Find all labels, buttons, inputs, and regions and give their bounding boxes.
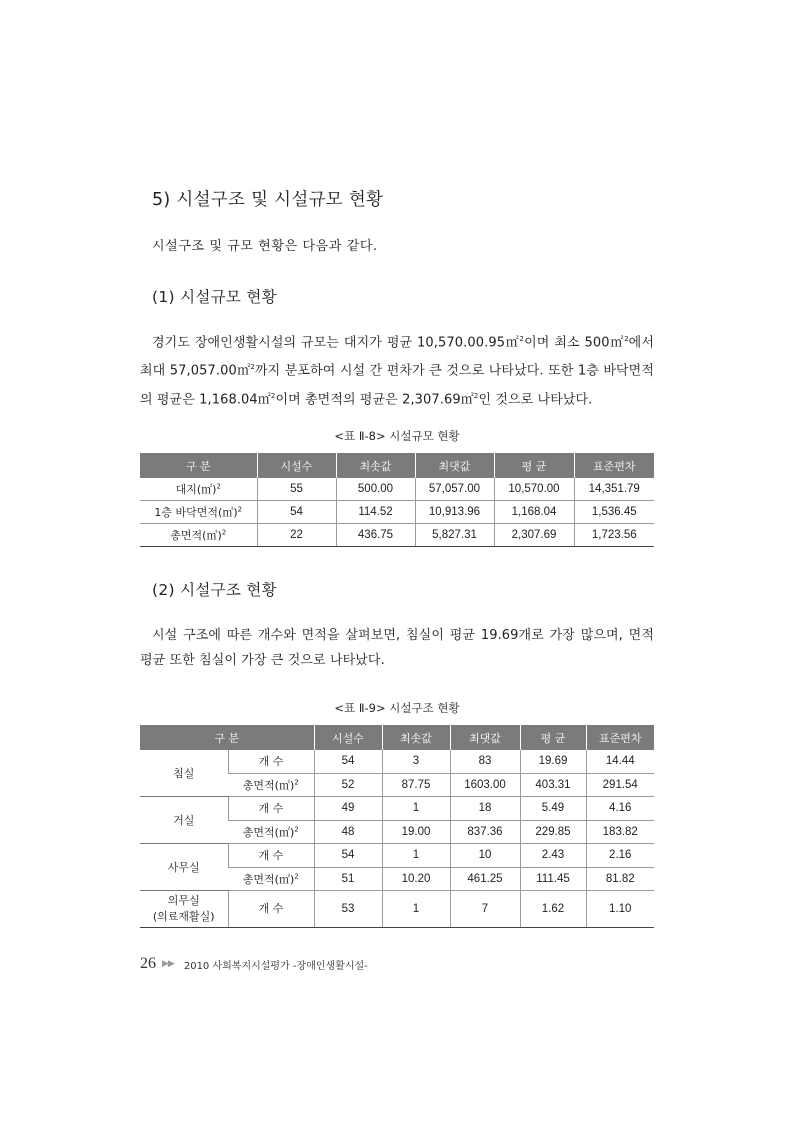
cell: 5,827.31 [415,524,494,547]
superscript: 2 [221,528,227,537]
superscript: 2 [294,825,299,834]
cell: 500.00 [336,478,415,501]
column-header: 최댓값 [450,725,520,750]
cell: 19.69 [520,750,586,773]
table-row [140,750,654,773]
cell: 3 [382,750,450,773]
row-label-text: 총면적(㎡) [170,529,222,542]
para-text: 이며 최소 500㎡ [524,335,625,351]
para-text: 인 것으로 나타났다. [478,391,593,407]
table-row [140,891,654,928]
row-label-text: 총면적(㎡) [242,778,295,792]
cell: 461.25 [450,867,520,891]
cell: 5.49 [520,797,586,821]
row-label [140,478,257,501]
cell: 53 [314,891,382,928]
table2-caption: <표 Ⅱ-9> 시설구조 현황 [334,701,460,715]
row-label: 개 수 [228,750,314,773]
cell: 7 [450,891,520,928]
superscript: 2 [624,335,629,343]
group-label: 사무실 [140,844,228,891]
page-footer [140,955,368,973]
row-label-text: 대지(㎡) [175,483,217,496]
cell: 10,570.00 [494,478,574,501]
superscript: 2 [473,391,479,400]
row-label [228,867,314,891]
column-header: 시설수 [257,453,336,478]
cell: 114.52 [336,501,415,524]
cell: 837.36 [450,820,520,844]
section-heading: 5) 시설구조 및 시설규모 현황 [152,190,384,210]
column-header: 최솟값 [336,453,415,478]
group-label-line2: (의료재활실) [152,910,215,923]
cell: 48 [314,820,382,844]
column-header: 평 균 [520,725,586,750]
cell: 2.43 [520,844,586,868]
para-text: 까지 분포하여 시설 간 편차가 큰 것으로 나타났다. 또한 1층 바닥면적의 평균은 1,168.04㎡ [140,363,654,407]
cell: 54 [314,750,382,773]
facility-structure-table [140,725,654,928]
cell: 55 [257,478,336,501]
group-label: 침실 [140,750,228,797]
intro-text: 시설구조 및 규모 현황은 다음과 같다. [152,239,378,254]
superscript: 2 [216,482,221,491]
cell: 10,913.96 [415,501,494,524]
group-label-line1: 의무실 [167,894,200,907]
facility-scale-table [140,453,654,547]
row-label: 개 수 [228,844,314,868]
cell: 51 [314,867,382,891]
row-label: 개 수 [228,797,314,821]
cell: 54 [314,844,382,868]
row-label-text: 총면적(㎡) [242,825,295,839]
cell: 57,057.00 [415,478,494,501]
cell: 19.00 [382,820,450,844]
cell: 403.31 [520,773,586,797]
column-header: 시설수 [314,725,382,750]
cell: 10 [450,844,520,868]
column-header: 표준편차 [574,453,654,478]
row-label [140,501,257,524]
group-label [140,891,228,928]
row-label: 개 수 [228,891,314,928]
para-text: 이며 총면적의 평균은 2,307.69㎡ [275,391,474,407]
superscript: 2 [237,505,243,514]
cell: 1.62 [520,891,586,928]
cell: 14.44 [586,750,654,773]
cell: 1603.00 [450,773,520,797]
cell: 10.20 [382,867,450,891]
row-label [140,524,257,547]
cell: 49 [314,797,382,821]
cell: 14,351.79 [574,478,654,501]
table-row [140,501,654,524]
cell: 1 [382,844,450,868]
superscript: 2 [519,335,525,343]
cell: 111.45 [520,867,586,891]
superscript: 2 [294,872,299,881]
superscript: 2 [294,778,299,787]
cell: 1 [382,797,450,821]
subsection-heading-scale: (1) 시설규모 현황 [152,288,277,306]
cell: 2,307.69 [494,524,574,547]
cell: 87.75 [382,773,450,797]
cell: 291.54 [586,773,654,797]
column-header: 구 분 [140,725,314,750]
cell: 1.10 [586,891,654,928]
cell: 229.85 [520,820,586,844]
cell: 83 [450,750,520,773]
column-header: 표준편차 [586,725,654,750]
cell: 1 [382,891,450,928]
cell: 52 [314,773,382,797]
cell: 18 [450,797,520,821]
superscript: 2 [270,391,276,400]
cell: 1,723.56 [574,524,654,547]
row-label [228,773,314,797]
cell: 54 [257,501,336,524]
table-row [140,797,654,821]
cell: 183.82 [586,820,654,844]
cell: 1,536.45 [574,501,654,524]
group-label: 거실 [140,797,228,844]
superscript: 2 [250,363,255,372]
table-header-row [140,725,654,750]
column-header: 최솟값 [382,725,450,750]
double-arrow-icon: ▶▶ [162,959,174,969]
column-header: 구 분 [140,453,257,478]
table-row [140,524,654,547]
cell: 2.16 [586,844,654,868]
column-header: 최댓값 [415,453,494,478]
cell: 81.82 [586,867,654,891]
table-row [140,478,654,501]
table-header-row [140,453,654,478]
table-row [140,844,654,868]
footer-text: 2010 사회복지시설평가 -장애인생활시설- [183,960,368,972]
cell: 4.16 [586,797,654,821]
para-text: 에서 최대 57,057.00㎡ [140,335,654,379]
row-label-text: 총면적(㎡) [242,872,295,886]
subsection-heading-structure: (2) 시설구조 현황 [152,581,277,599]
cell: 1,168.04 [494,501,574,524]
column-header: 평 균 [494,453,574,478]
structure-paragraph [140,623,654,673]
row-label-text: 1층 바닥면적(㎡) [154,506,238,519]
table1-caption: <표 Ⅱ-8> 시설규모 현황 [334,429,460,443]
scale-paragraph [140,327,654,412]
para-text: 경기도 장애인생활시설의 규모는 대지가 평균 10,570.00.95㎡ [152,335,520,351]
row-label [228,820,314,844]
para-text: 시설 구조에 따른 개수와 면적을 살펴보면, 침실이 평균 19.69개로 가장 많으며, 면적 평균 또한 침실이 가장 큰 것으로 나타났다. [140,628,654,668]
cell: 22 [257,524,336,547]
page-number: 26 [140,955,156,972]
cell: 436.75 [336,524,415,547]
